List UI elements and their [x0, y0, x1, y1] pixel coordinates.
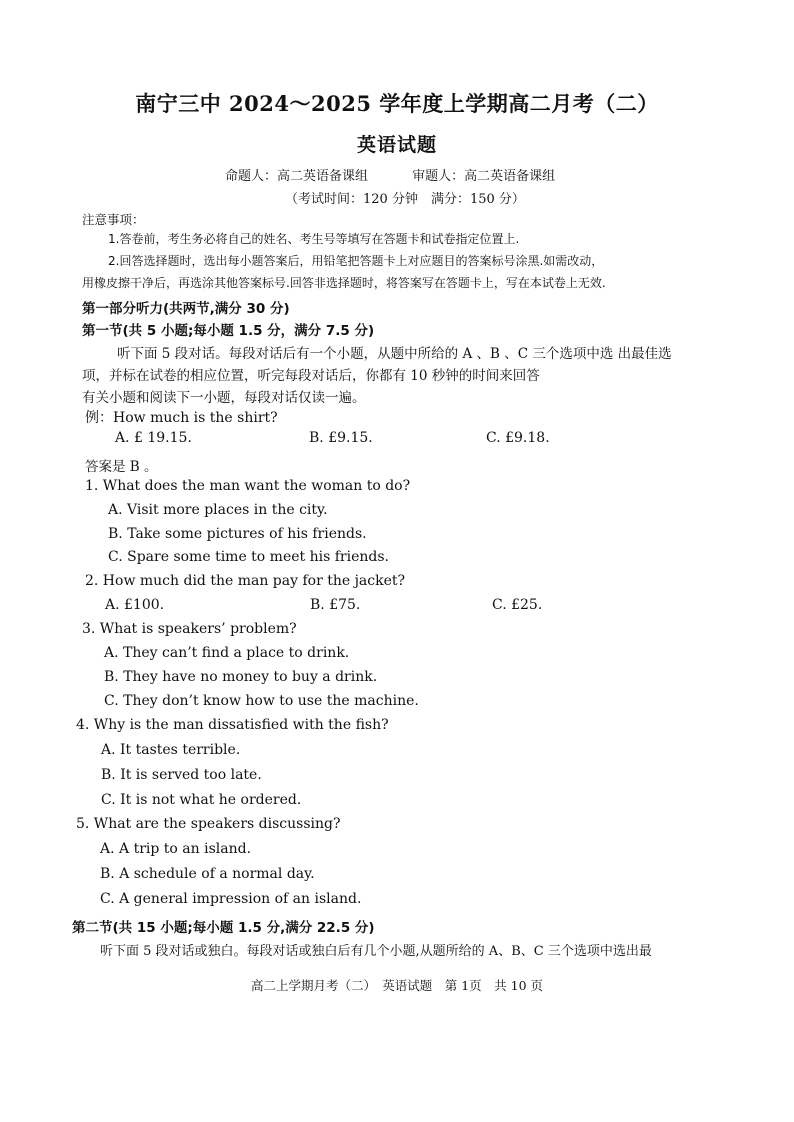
question-4-option-b: B. It is served too late. [101, 767, 262, 783]
notice-item-2: 2.回答选择题时，选出每小题答案后，用铅笔把答题卡上对应题目的答案标号涂黑.如需改动， [108, 254, 604, 268]
example-option-b: B. £9.15. [309, 430, 373, 446]
question-2-option-a: A. £100. [105, 597, 165, 613]
question-1-stem: 1. What does the man want the woman to do? [85, 478, 411, 494]
exam-subtitle: 英语试题 [356, 134, 437, 156]
section1-instructions-1: 听下面 5 段对话。每段对话后有一个小题，从题中所给的 A 、B 、C 三个选项中选 出最佳选 [117, 346, 672, 362]
example-stem: 例：How much is the shirt? [85, 410, 278, 426]
question-4-option-a: A. It tastes terrible. [101, 742, 241, 758]
question-2-option-c: C. £25. [492, 597, 543, 613]
example-option-a: A. £ 19.15. [115, 430, 192, 446]
notice-item-1: 1.答卷前，考生务必将自己的姓名、考生号等填写在答题卡和试卷指定位置上. [108, 232, 520, 246]
question-3-option-c: C. They don’t know how to use the machine. [104, 693, 419, 709]
question-2-option-b: B. £75. [310, 597, 361, 613]
question-1-option-a: A. Visit more places in the city. [108, 502, 328, 518]
section1-heading: 第一节(共 5 小题;每小题 1.5 分，满分 7.5 分) [82, 323, 375, 339]
section1-instructions-3: 有关小题和阅读下一小题，每段对话仅读一遍。 [82, 390, 366, 406]
question-1-option-b: B. Take some pictures of his friends. [108, 526, 367, 542]
part1-heading: 第一部分听力(共两节,满分 30 分) [82, 301, 290, 317]
notice-item-2-cont: 用橡皮擦干净后，再选涂其他答案标号.回答非选择题时，将答案写在答题卡上，写在本试卷上无效. [82, 276, 606, 290]
author-label: 命题人：高二英语备课组 [225, 169, 369, 184]
exam-title: 南宁三中 2024～2025 学年度上学期高二月考（二） [135, 91, 659, 116]
question-4-stem: 4. Why is the man dissatisfied with the fish? [76, 717, 389, 733]
question-3-option-a: A. They can’t find a place to drink. [104, 645, 350, 661]
example-option-c: C. £9.18. [486, 430, 550, 446]
section1-instructions-2: 项，并标在试卷的相应位置，听完每段对话后，你都有 10 秒钟的时间来回答 [82, 368, 540, 384]
question-5-option-a: A. A trip to an island. [100, 841, 252, 857]
section2-heading: 第二节(共 15 小题;每小题 1.5 分,满分 22.5 分) [72, 920, 375, 936]
page-footer: 高二上学期月考（二） 英语试题 第 1页 共 10 页 [250, 978, 544, 993]
reviewer-label: 审题人：高二英语备课组 [412, 169, 556, 184]
notice-heading: 注意事项： [82, 212, 145, 227]
question-2-stem: 2. How much did the man pay for the jacket? [85, 573, 406, 589]
question-4-option-c: C. It is not what he ordered. [101, 792, 302, 808]
exam-info: （考试时间：120 分钟 满分：150 分） [285, 192, 525, 207]
question-5-option-c: C. A general impression of an island. [100, 891, 362, 907]
question-3-stem: 3. What is speakers’ problem? [82, 621, 297, 637]
example-answer: 答案是 B 。 [85, 459, 158, 475]
question-1-option-c: C. Spare some time to meet his friends. [108, 549, 389, 565]
question-5-stem: 5. What are the speakers discussing? [76, 816, 341, 832]
section2-instructions: 听下面 5 段对话或独白。每段对话或独白后有几个小题,从题所给的 A、B、C 三个选项中选出最 [100, 944, 652, 959]
question-3-option-b: B. They have no money to buy a drink. [104, 669, 378, 685]
author-line [225, 165, 595, 184]
question-5-option-b: B. A schedule of a normal day. [100, 866, 315, 882]
